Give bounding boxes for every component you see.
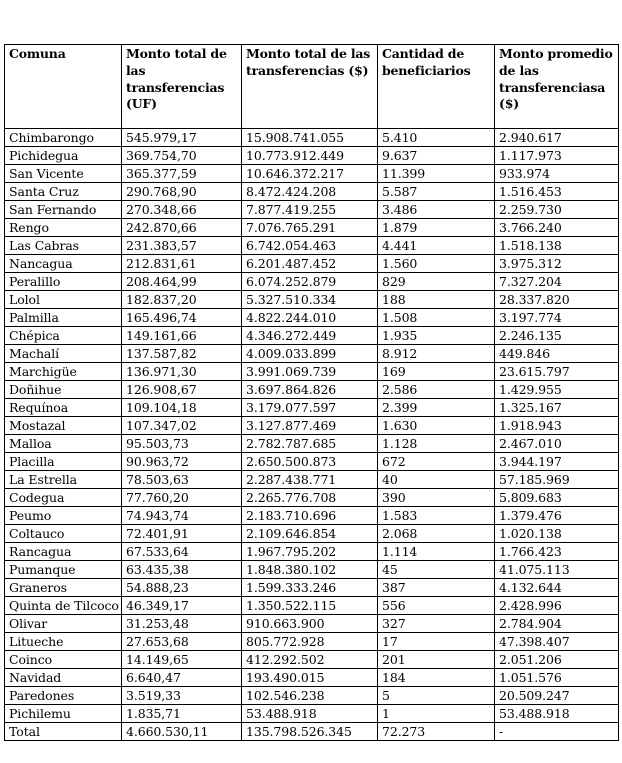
cell-comuna: Nancagua: [5, 255, 122, 273]
cell-comuna: Machalí: [5, 345, 122, 363]
cell-monto-uf: 63.435,38: [122, 561, 242, 579]
cell-comuna: Santa Cruz: [5, 183, 122, 201]
header-monto-pesos: Monto total de las transferencias ($): [242, 45, 378, 129]
cell-monto-pesos: 910.663.900: [242, 615, 378, 633]
cell-monto-promedio: 5.809.683: [495, 489, 619, 507]
table-row: [5, 327, 619, 345]
cell-comuna: Chimbarongo: [5, 129, 122, 147]
table-row: [5, 651, 619, 669]
table-row: [5, 579, 619, 597]
cell-monto-pesos: 3.127.877.469: [242, 417, 378, 435]
cell-comuna: Paredones: [5, 687, 122, 705]
cell-beneficiarios: 188: [378, 291, 495, 309]
cell-comuna: Marchigüe: [5, 363, 122, 381]
cell-comuna: Rengo: [5, 219, 122, 237]
cell-beneficiarios: 201: [378, 651, 495, 669]
cell-beneficiarios: 1: [378, 705, 495, 723]
table-row: [5, 471, 619, 489]
cell-beneficiarios: 5.587: [378, 183, 495, 201]
cell-beneficiarios: 184: [378, 669, 495, 687]
cell-monto-pesos: 7.076.765.291: [242, 219, 378, 237]
cell-comuna: Pumanque: [5, 561, 122, 579]
cell-beneficiarios: 2.068: [378, 525, 495, 543]
cell-comuna: Las Cabras: [5, 237, 122, 255]
cell-beneficiarios: 45: [378, 561, 495, 579]
cell-monto-promedio: 3.766.240: [495, 219, 619, 237]
cell-monto-promedio: 57.185.969: [495, 471, 619, 489]
cell-monto-promedio: 53.488.918: [495, 705, 619, 723]
header-monto-promedio: Monto promedio de las transferenciasa ($): [495, 45, 619, 129]
cell-monto-promedio: 1.117.973: [495, 147, 619, 165]
table-row: [5, 687, 619, 705]
cell-monto-uf: 365.377,59: [122, 165, 242, 183]
table-row: [5, 417, 619, 435]
cell-monto-pesos: 6.074.252.879: [242, 273, 378, 291]
cell-comuna: Pichilemu: [5, 705, 122, 723]
cell-beneficiarios: 2.586: [378, 381, 495, 399]
cell-monto-uf: 74.943,74: [122, 507, 242, 525]
cell-monto-pesos: 7.877.419.255: [242, 201, 378, 219]
cell-monto-pesos: 3.697.864.826: [242, 381, 378, 399]
table-row: [5, 435, 619, 453]
cell-monto-pesos: 53.488.918: [242, 705, 378, 723]
cell-monto-uf: 31.253,48: [122, 615, 242, 633]
cell-beneficiarios: 17: [378, 633, 495, 651]
cell-comuna: Litueche: [5, 633, 122, 651]
cell-monto-promedio: 1.020.138: [495, 525, 619, 543]
cell-monto-pesos: 3.179.077.597: [242, 399, 378, 417]
cell-monto-uf: 1.835,71: [122, 705, 242, 723]
table-row: [5, 147, 619, 165]
cell-beneficiarios: 556: [378, 597, 495, 615]
cell-monto-pesos: 2.287.438.771: [242, 471, 378, 489]
cell-monto-pesos: 805.772.928: [242, 633, 378, 651]
cell-monto-promedio: 3.975.312: [495, 255, 619, 273]
cell-monto-uf: 78.503,63: [122, 471, 242, 489]
cell-beneficiarios: 390: [378, 489, 495, 507]
table-row: [5, 255, 619, 273]
cell-monto-uf: 231.383,57: [122, 237, 242, 255]
cell-monto-pesos: 10.773.912.449: [242, 147, 378, 165]
cell-monto-pesos: 3.991.069.739: [242, 363, 378, 381]
cell-monto-promedio: 3.944.197: [495, 453, 619, 471]
table-row: [5, 615, 619, 633]
table-row: [5, 561, 619, 579]
cell-monto-promedio: 1.325.167: [495, 399, 619, 417]
cell-monto-pesos: 1.599.333.246: [242, 579, 378, 597]
table-row: [5, 345, 619, 363]
cell-monto-uf: 270.348,66: [122, 201, 242, 219]
cell-monto-uf: 109.104,18: [122, 399, 242, 417]
cell-monto-pesos: 2.782.787.685: [242, 435, 378, 453]
cell-beneficiarios: 1.114: [378, 543, 495, 561]
cell-monto-pesos: 2.183.710.696: [242, 507, 378, 525]
cell-beneficiarios: 1.128: [378, 435, 495, 453]
total-cell-beneficiarios: 72.273: [378, 723, 495, 741]
cell-beneficiarios: 11.399: [378, 165, 495, 183]
cell-monto-pesos: 2.109.646.854: [242, 525, 378, 543]
cell-monto-pesos: 5.327.510.334: [242, 291, 378, 309]
cell-comuna: Peumo: [5, 507, 122, 525]
cell-comuna: Palmilla: [5, 309, 122, 327]
cell-monto-promedio: 2.428.996: [495, 597, 619, 615]
cell-comuna: Rancagua: [5, 543, 122, 561]
cell-comuna: Peralillo: [5, 273, 122, 291]
table-row: [5, 453, 619, 471]
table-row: [5, 129, 619, 147]
cell-monto-uf: 54.888,23: [122, 579, 242, 597]
cell-monto-pesos: 412.292.502: [242, 651, 378, 669]
table-row: [5, 183, 619, 201]
cell-beneficiarios: 672: [378, 453, 495, 471]
header-cantidad-beneficiarios: Cantidad de beneficiarios: [378, 45, 495, 129]
table-header: [5, 45, 619, 129]
cell-monto-pesos: 1.848.380.102: [242, 561, 378, 579]
cell-beneficiarios: 40: [378, 471, 495, 489]
cell-monto-pesos: 8.472.424.208: [242, 183, 378, 201]
cell-comuna: Placilla: [5, 453, 122, 471]
table-row: [5, 381, 619, 399]
table-row: [5, 507, 619, 525]
cell-monto-pesos: 2.265.776.708: [242, 489, 378, 507]
cell-monto-pesos: 6.201.487.452: [242, 255, 378, 273]
cell-monto-uf: 126.908,67: [122, 381, 242, 399]
cell-beneficiarios: 1.630: [378, 417, 495, 435]
cell-monto-uf: 182.837,20: [122, 291, 242, 309]
cell-beneficiarios: 5: [378, 687, 495, 705]
cell-beneficiarios: 9.637: [378, 147, 495, 165]
table-row: [5, 363, 619, 381]
cell-beneficiarios: 1.508: [378, 309, 495, 327]
cell-beneficiarios: 3.486: [378, 201, 495, 219]
table-row: [5, 543, 619, 561]
cell-monto-promedio: 20.509.247: [495, 687, 619, 705]
cell-monto-pesos: 10.646.372.217: [242, 165, 378, 183]
cell-monto-promedio: 41.075.113: [495, 561, 619, 579]
cell-monto-promedio: 28.337.820: [495, 291, 619, 309]
table-row: [5, 219, 619, 237]
total-cell-monto-pesos: 135.798.526.345: [242, 723, 378, 741]
total-cell-monto-promedio: -: [495, 723, 619, 741]
cell-monto-uf: 212.831,61: [122, 255, 242, 273]
cell-monto-uf: 137.587,82: [122, 345, 242, 363]
cell-monto-pesos: 6.742.054.463: [242, 237, 378, 255]
cell-beneficiarios: 387: [378, 579, 495, 597]
cell-monto-uf: 242.870,66: [122, 219, 242, 237]
total-row: [5, 723, 619, 741]
cell-comuna: La Estrella: [5, 471, 122, 489]
cell-comuna: Pichidegua: [5, 147, 122, 165]
cell-monto-promedio: 7.327.204: [495, 273, 619, 291]
cell-monto-uf: 369.754,70: [122, 147, 242, 165]
cell-monto-pesos: 2.650.500.873: [242, 453, 378, 471]
cell-comuna: Navidad: [5, 669, 122, 687]
cell-monto-pesos: 193.490.015: [242, 669, 378, 687]
table-row: [5, 525, 619, 543]
cell-monto-uf: 6.640,47: [122, 669, 242, 687]
total-cell-monto-uf: 4.660.530,11: [122, 723, 242, 741]
cell-monto-pesos: 15.908.741.055: [242, 129, 378, 147]
cell-monto-uf: 136.971,30: [122, 363, 242, 381]
table-row: [5, 165, 619, 183]
table-row: [5, 705, 619, 723]
cell-monto-promedio: 1.516.453: [495, 183, 619, 201]
cell-monto-uf: 72.401,91: [122, 525, 242, 543]
cell-monto-pesos: 1.350.522.115: [242, 597, 378, 615]
cell-beneficiarios: 327: [378, 615, 495, 633]
cell-beneficiarios: 1.560: [378, 255, 495, 273]
cell-monto-promedio: 1.518.138: [495, 237, 619, 255]
table-body: [5, 129, 619, 741]
cell-monto-pesos: 102.546.238: [242, 687, 378, 705]
table-row: [5, 237, 619, 255]
cell-monto-uf: 90.963,72: [122, 453, 242, 471]
cell-comuna: Olivar: [5, 615, 122, 633]
cell-monto-uf: 165.496,74: [122, 309, 242, 327]
table-row: [5, 201, 619, 219]
table-row: [5, 399, 619, 417]
cell-comuna: Requínoa: [5, 399, 122, 417]
cell-comuna: Lolol: [5, 291, 122, 309]
cell-monto-promedio: 2.051.206: [495, 651, 619, 669]
table-row: [5, 309, 619, 327]
table-row: [5, 633, 619, 651]
cell-monto-uf: 46.349,17: [122, 597, 242, 615]
cell-monto-pesos: 4.822.244.010: [242, 309, 378, 327]
cell-monto-promedio: 2.784.904: [495, 615, 619, 633]
cell-monto-uf: 77.760,20: [122, 489, 242, 507]
cell-comuna: Quinta de Tilcoco: [5, 597, 122, 615]
cell-monto-uf: 149.161,66: [122, 327, 242, 345]
cell-monto-promedio: 1.051.576: [495, 669, 619, 687]
cell-monto-promedio: 933.974: [495, 165, 619, 183]
cell-monto-promedio: 1.379.476: [495, 507, 619, 525]
table-row: [5, 273, 619, 291]
cell-monto-pesos: 1.967.795.202: [242, 543, 378, 561]
cell-comuna: San Fernando: [5, 201, 122, 219]
cell-comuna: Codegua: [5, 489, 122, 507]
cell-comuna: Coinco: [5, 651, 122, 669]
cell-monto-promedio: 2.246.135: [495, 327, 619, 345]
cell-monto-promedio: 4.132.644: [495, 579, 619, 597]
cell-monto-uf: 3.519,33: [122, 687, 242, 705]
cell-beneficiarios: 2.399: [378, 399, 495, 417]
header-comuna: Comuna: [5, 45, 122, 129]
cell-monto-promedio: 449.846: [495, 345, 619, 363]
cell-beneficiarios: 169: [378, 363, 495, 381]
cell-monto-uf: 95.503,73: [122, 435, 242, 453]
table-row: [5, 489, 619, 507]
cell-monto-pesos: 4.009.033.899: [242, 345, 378, 363]
cell-monto-uf: 14.149,65: [122, 651, 242, 669]
cell-monto-promedio: 47.398.407: [495, 633, 619, 651]
cell-monto-uf: 67.533,64: [122, 543, 242, 561]
table-row: [5, 291, 619, 309]
cell-monto-uf: 208.464,99: [122, 273, 242, 291]
cell-beneficiarios: 1.935: [378, 327, 495, 345]
cell-monto-promedio: 23.615.797: [495, 363, 619, 381]
cell-comuna: Chépica: [5, 327, 122, 345]
table-row: [5, 669, 619, 687]
cell-beneficiarios: 5.410: [378, 129, 495, 147]
cell-comuna: San Vicente: [5, 165, 122, 183]
cell-monto-promedio: 1.766.423: [495, 543, 619, 561]
cell-monto-promedio: 2.259.730: [495, 201, 619, 219]
cell-beneficiarios: 1.583: [378, 507, 495, 525]
total-cell-comuna: Total: [5, 723, 122, 741]
cell-monto-pesos: 4.346.272.449: [242, 327, 378, 345]
cell-beneficiarios: 4.441: [378, 237, 495, 255]
cell-monto-uf: 27.653,68: [122, 633, 242, 651]
cell-monto-uf: 545.979,17: [122, 129, 242, 147]
cell-monto-promedio: 1.918.943: [495, 417, 619, 435]
cell-monto-promedio: 2.940.617: [495, 129, 619, 147]
cell-comuna: Graneros: [5, 579, 122, 597]
cell-monto-promedio: 1.429.955: [495, 381, 619, 399]
cell-monto-promedio: 2.467.010: [495, 435, 619, 453]
cell-comuna: Mostazal: [5, 417, 122, 435]
cell-beneficiarios: 8.912: [378, 345, 495, 363]
cell-comuna: Malloa: [5, 435, 122, 453]
cell-beneficiarios: 829: [378, 273, 495, 291]
transfers-by-comuna-table: [4, 44, 619, 741]
cell-monto-uf: 107.347,02: [122, 417, 242, 435]
cell-beneficiarios: 1.879: [378, 219, 495, 237]
header-row: [5, 45, 619, 129]
table-row: [5, 597, 619, 615]
header-monto-uf: Monto total de las transferencias (UF): [122, 45, 242, 129]
cell-comuna: Doñihue: [5, 381, 122, 399]
cell-monto-promedio: 3.197.774: [495, 309, 619, 327]
cell-comuna: Coltauco: [5, 525, 122, 543]
cell-monto-uf: 290.768,90: [122, 183, 242, 201]
